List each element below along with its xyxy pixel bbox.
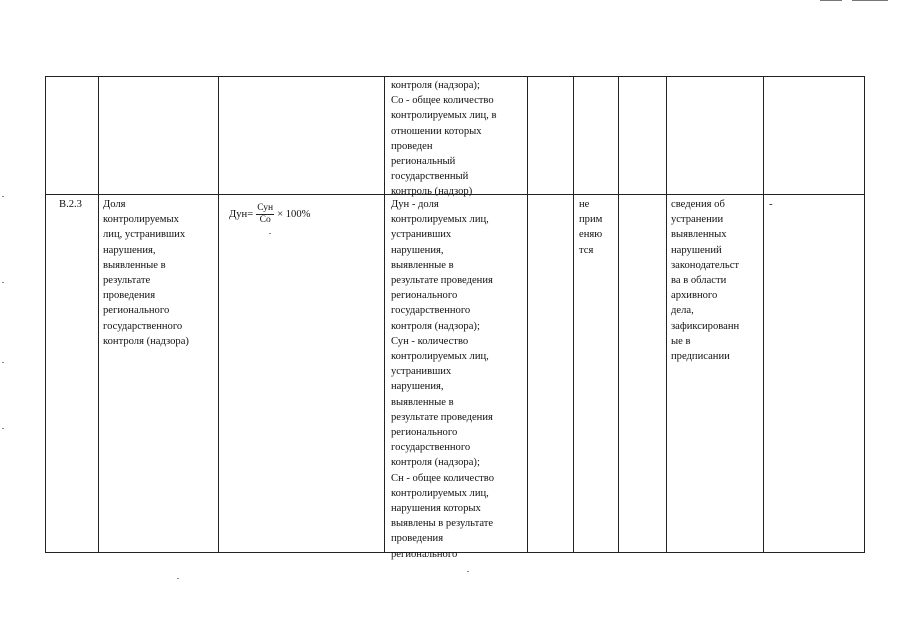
column-divider <box>98 77 99 552</box>
text-line: устранивших <box>391 366 452 378</box>
text-line: выявленных <box>671 229 727 241</box>
text-line: контроля (надзора); <box>391 320 480 332</box>
criteria-cell <box>391 197 494 562</box>
text-line: еняю <box>579 229 603 241</box>
criteria-cell-top <box>391 78 496 200</box>
text-line: выявленные в <box>391 259 454 271</box>
text-line: региональный <box>391 156 456 168</box>
text-line: устранивших <box>391 229 452 241</box>
formula-denominator: Со <box>259 215 271 225</box>
text-line: Дун - доля <box>391 199 439 210</box>
text-line: контролируемых <box>103 214 179 226</box>
formula <box>229 203 310 226</box>
text-line: государственного <box>103 320 183 332</box>
text-line: государственный <box>391 171 469 183</box>
text-line: результате проведения <box>391 275 493 287</box>
scan-speck <box>2 362 4 363</box>
text-line: тся <box>579 244 594 256</box>
column-divider <box>527 77 528 552</box>
text-line: архивного <box>671 290 718 302</box>
text-line: регионального <box>391 290 458 302</box>
text-line: не <box>579 199 590 210</box>
text-line: выявлены в результате <box>391 518 494 530</box>
text-line: проведен <box>391 140 433 152</box>
text-line: регионального <box>391 427 458 439</box>
text-line: результате проведения <box>391 411 493 423</box>
text-line: контролируемых лиц, <box>391 214 489 226</box>
text-line: нарушения, <box>391 244 444 256</box>
text-line: результате <box>103 275 151 287</box>
column-divider <box>218 77 219 552</box>
text-line: ые в <box>671 335 691 347</box>
scan-speck <box>269 233 271 234</box>
column-divider <box>573 77 574 552</box>
text-line: контролируемых лиц, <box>391 487 489 499</box>
indicator-code: В.2.3 <box>59 199 82 210</box>
column-divider <box>666 77 667 552</box>
formula-tail: × 100% <box>277 208 311 220</box>
text-line: зафиксированн <box>671 320 740 332</box>
text-line: ва в области <box>671 275 727 287</box>
text-line: сведения об <box>671 199 725 210</box>
applicability-cell <box>579 197 602 258</box>
text-line: дела, <box>671 305 694 317</box>
text-line: законодательст <box>671 259 740 271</box>
text-line: регионального <box>103 305 170 317</box>
indicator-table <box>45 76 865 560</box>
scan-speck <box>2 196 4 197</box>
text-line: контроля (надзора); <box>391 457 480 469</box>
text-line: Сн - общее количество <box>391 472 495 484</box>
text-line: нарушений <box>671 244 722 256</box>
column-divider <box>384 77 385 552</box>
text-line: Сун - количество <box>391 335 469 347</box>
column-divider <box>618 77 619 552</box>
text-line: Со - общее количество <box>391 95 494 107</box>
formula-fraction <box>256 203 274 226</box>
formula-lhs: Дун <box>229 208 248 220</box>
formula-equals: = <box>247 208 254 220</box>
text-line: нарушения, <box>103 244 156 256</box>
text-line: лиц, устранивших <box>103 229 186 241</box>
text-line: проведения <box>391 533 444 545</box>
indicator-name <box>103 197 189 349</box>
text-line: государственного <box>391 305 471 317</box>
text-line: контроль (надзор) <box>391 186 473 198</box>
text-line: контролируемых лиц, <box>391 351 489 363</box>
column-divider <box>763 77 764 552</box>
text-line: устранении <box>671 214 724 226</box>
text-line: нарушения, <box>391 381 444 393</box>
scan-speck <box>2 428 4 429</box>
text-line: Доля <box>103 199 126 210</box>
formula-numerator: Сун <box>257 203 274 213</box>
text-line: выявленные в <box>391 396 454 408</box>
text-line: прим <box>579 214 603 226</box>
text-line: контроля (надзора); <box>391 80 480 91</box>
scan-speck <box>2 282 4 283</box>
scan-speck <box>467 571 469 572</box>
text-line: государственного <box>391 442 471 454</box>
text-line: выявленные в <box>103 259 166 271</box>
text-line: нарушения которых <box>391 503 481 515</box>
text-line: контролируемых лиц, в <box>391 110 497 122</box>
scan-speck <box>177 578 179 579</box>
text-line: отношении которых <box>391 125 482 137</box>
text-line: регионального <box>391 548 458 560</box>
source-cell <box>671 197 739 364</box>
text-line: контроля (надзора) <box>103 335 189 347</box>
text-line: предписании <box>671 351 730 363</box>
text-line: проведения <box>103 290 156 302</box>
last-column-dash: - <box>769 199 773 210</box>
top-edge-marks <box>820 0 890 3</box>
